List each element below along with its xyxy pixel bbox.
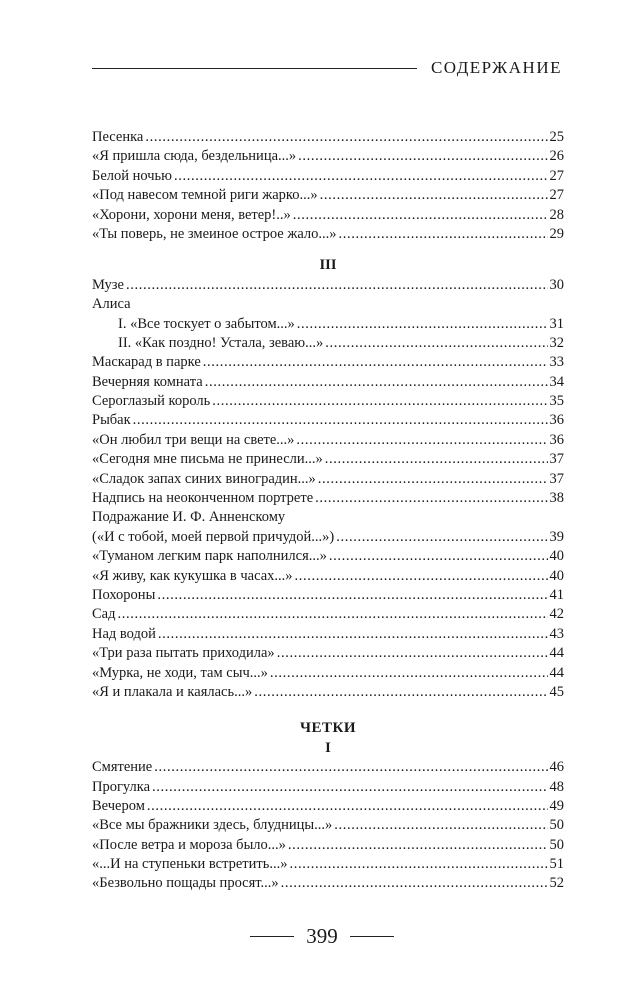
toc-entry-title: «После ветра и мороза было...» (92, 836, 286, 853)
toc-entry-page: 44 (549, 645, 564, 662)
toc-entry-page: 41 (549, 586, 564, 603)
dot-leader (339, 225, 548, 244)
toc-entry (92, 392, 564, 411)
dot-leader (296, 431, 547, 450)
toc-entry-page: 46 (549, 759, 564, 776)
toc-entry-title: Над водой (92, 625, 156, 642)
toc-entry (92, 625, 564, 644)
toc-entry-title: «Мурка, не ходи, там сыч...» (92, 664, 268, 681)
toc-entry (92, 411, 564, 430)
dot-leader (336, 528, 547, 547)
toc-entry-title: Музе (92, 276, 124, 293)
toc-entry-page: 39 (549, 528, 564, 545)
dot-leader (203, 353, 548, 372)
dot-leader (254, 683, 547, 702)
toc-entry-page: 27 (549, 167, 564, 184)
dot-leader (118, 605, 548, 624)
toc-entry (92, 797, 564, 816)
table-of-contents (92, 128, 564, 894)
header-rule (92, 68, 417, 69)
toc-entry-page: 52 (549, 875, 564, 892)
toc-entry-page: 51 (549, 856, 564, 873)
toc-entry (92, 334, 564, 353)
toc-entry-title: Прогулка (92, 778, 151, 795)
toc-entry (92, 683, 564, 702)
toc-entry-title: Сад (92, 606, 116, 623)
dot-leader (288, 836, 548, 855)
toc-entry-page: 30 (549, 276, 564, 293)
toc-entry-title: Песенка (92, 129, 144, 145)
toc-entry (92, 758, 564, 777)
toc-entry-title: «Он любил три вещи на свете...» (92, 431, 295, 448)
toc-entry-page: 40 (549, 548, 564, 565)
toc-entry (92, 605, 564, 624)
dot-leader (297, 315, 548, 334)
dot-leader (334, 816, 547, 835)
toc-entry-page: 42 (549, 606, 564, 623)
toc-entry (92, 373, 564, 392)
toc-entry (92, 431, 564, 450)
toc-entry-title: «Три раза пытать приходила» (92, 645, 275, 662)
dot-leader (318, 470, 548, 489)
toc-group-2b (92, 353, 564, 508)
toc-entry (92, 225, 564, 244)
dot-leader (315, 489, 547, 508)
toc-entry-title: «Сладок запах синих виноградин...» (92, 470, 316, 487)
dot-leader (126, 276, 548, 295)
running-head (92, 58, 562, 78)
page-footer (0, 924, 644, 949)
page-number: 399 (306, 924, 338, 948)
toc-entry-title: Вечером (92, 797, 145, 814)
toc-entry-page: 28 (549, 206, 564, 223)
toc-entry-page: 36 (549, 431, 564, 448)
toc-entry-page: 49 (549, 797, 564, 814)
running-head-title: СОДЕРЖАНИЕ (430, 58, 562, 77)
toc-entry (92, 450, 564, 469)
toc-entry-page: 43 (549, 625, 564, 642)
toc-entry (92, 128, 564, 147)
toc-entry-title: «Я живу, как кукушка в часах...» (92, 567, 293, 584)
dot-leader (293, 206, 548, 225)
toc-entry-page: 38 (549, 490, 564, 507)
footer-rule-left (250, 936, 294, 937)
toc-entry-page: 34 (549, 373, 564, 390)
toc-entry-title: «Я пришла сюда, бездельница...» (92, 148, 297, 165)
dot-leader (329, 547, 548, 566)
toc-entry-title: Рыбак (92, 412, 131, 429)
toc-entry-page: 37 (549, 470, 564, 487)
dot-leader (320, 186, 548, 205)
toc-entry (92, 489, 564, 508)
toc-group-2a (92, 276, 564, 295)
toc-entry-title: «Сегодня мне письма не принесли...» (92, 451, 323, 468)
dot-leader (212, 392, 547, 411)
dot-leader (325, 450, 548, 469)
toc-entry (92, 874, 564, 893)
toc-entry-title: «Все мы бражники здесь, блудницы...» (92, 817, 333, 834)
dot-leader (154, 758, 547, 777)
footer-rule-right (350, 936, 394, 937)
toc-entry-title: Сероглазый король (92, 393, 211, 410)
book-title: ЧЕТКИ (299, 720, 357, 737)
toc-entry-title: Надпись на неоконченном портрете (92, 490, 314, 507)
toc-group-1 (92, 128, 564, 244)
toc-entry (92, 206, 564, 225)
toc-entry-title: «Хорони, хорони меня, ветер!..» (92, 206, 291, 223)
dot-leader (174, 167, 547, 186)
toc-group-3 (92, 758, 564, 894)
toc-entry-page: 40 (549, 567, 564, 584)
toc-entry (92, 276, 564, 295)
toc-entry-title: Похороны (92, 586, 156, 603)
toc-entry-page: 29 (549, 225, 564, 242)
toc-entry-title: «Безвольно пощады просят...» (92, 875, 279, 892)
dot-leader (289, 855, 547, 874)
dot-leader (133, 411, 548, 430)
dot-leader (270, 664, 548, 683)
toc-entry-title: «Под навесом темной риги жарко...» (92, 187, 318, 204)
toc-entry-page: 50 (549, 836, 564, 853)
toc-entry (92, 778, 564, 797)
toc-entry (92, 353, 564, 372)
toc-entry-page: 31 (549, 315, 564, 332)
toc-entry-page: 45 (549, 683, 564, 700)
toc-entry-title: «Туманом легким парк наполнился...» (92, 548, 327, 565)
toc-entry-imitation: Подражание И. Ф. Анненскому (92, 509, 286, 526)
dot-leader (152, 778, 547, 797)
toc-entry-title: «Ты поверь, не змеиное острое жало...» (92, 225, 337, 242)
dot-leader (145, 128, 547, 147)
toc-entry-page: 27 (549, 187, 564, 204)
toc-entry-alisa: Алиса (92, 296, 131, 313)
toc-entry (92, 836, 564, 855)
toc-entry-page: 26 (549, 148, 564, 165)
toc-entry (92, 315, 564, 334)
toc-entry-title: «...И на ступеньки встретить...» (92, 856, 288, 873)
toc-entry (92, 547, 564, 566)
section-heading-3: III (319, 257, 337, 274)
toc-entry-page: 37 (549, 451, 564, 468)
dot-leader (295, 567, 548, 586)
toc-entry (92, 664, 564, 683)
toc-entry (92, 855, 564, 874)
dot-leader (157, 586, 547, 605)
toc-entry (92, 528, 564, 547)
toc-entry-page: 44 (549, 664, 564, 681)
toc-entry (92, 816, 564, 835)
dot-leader (277, 644, 548, 663)
toc-entry (92, 186, 564, 205)
section-heading-1: I (325, 739, 331, 756)
toc-entry-title: I. «Все тоскует о забытом...» (118, 315, 295, 332)
toc-entry (92, 567, 564, 586)
dot-leader (298, 147, 547, 166)
toc-entry (92, 147, 564, 166)
toc-group-alisa-parts (92, 315, 564, 354)
dot-leader (158, 625, 548, 644)
toc-entry-title: «Я и плакала и каялась...» (92, 683, 253, 700)
toc-entry-page: 48 (549, 778, 564, 795)
toc-entry-page: 25 (549, 129, 564, 145)
toc-entry-title: Вечерняя комната (92, 373, 203, 390)
toc-entry-page: 35 (549, 393, 564, 410)
dot-leader (281, 874, 548, 893)
toc-entry-page: 32 (549, 334, 564, 351)
toc-entry-page: 50 (549, 817, 564, 834)
toc-entry-title: («И с тобой, моей первой причудой...») (92, 528, 335, 545)
toc-group-2c (92, 528, 564, 703)
toc-entry-title: Смятение (92, 759, 153, 776)
toc-entry (92, 167, 564, 186)
toc-entry-title: Маскарад в парке (92, 354, 201, 371)
dot-leader (147, 797, 548, 816)
toc-entry-page: 33 (549, 354, 564, 371)
dot-leader (205, 373, 548, 392)
toc-entry (92, 586, 564, 605)
toc-entry (92, 470, 564, 489)
dot-leader (325, 334, 547, 353)
toc-entry-page: 36 (549, 412, 564, 429)
toc-entry-title: Белой ночью (92, 167, 173, 184)
toc-entry-title: II. «Как поздно! Устала, зеваю...» (118, 334, 324, 351)
toc-entry (92, 644, 564, 663)
